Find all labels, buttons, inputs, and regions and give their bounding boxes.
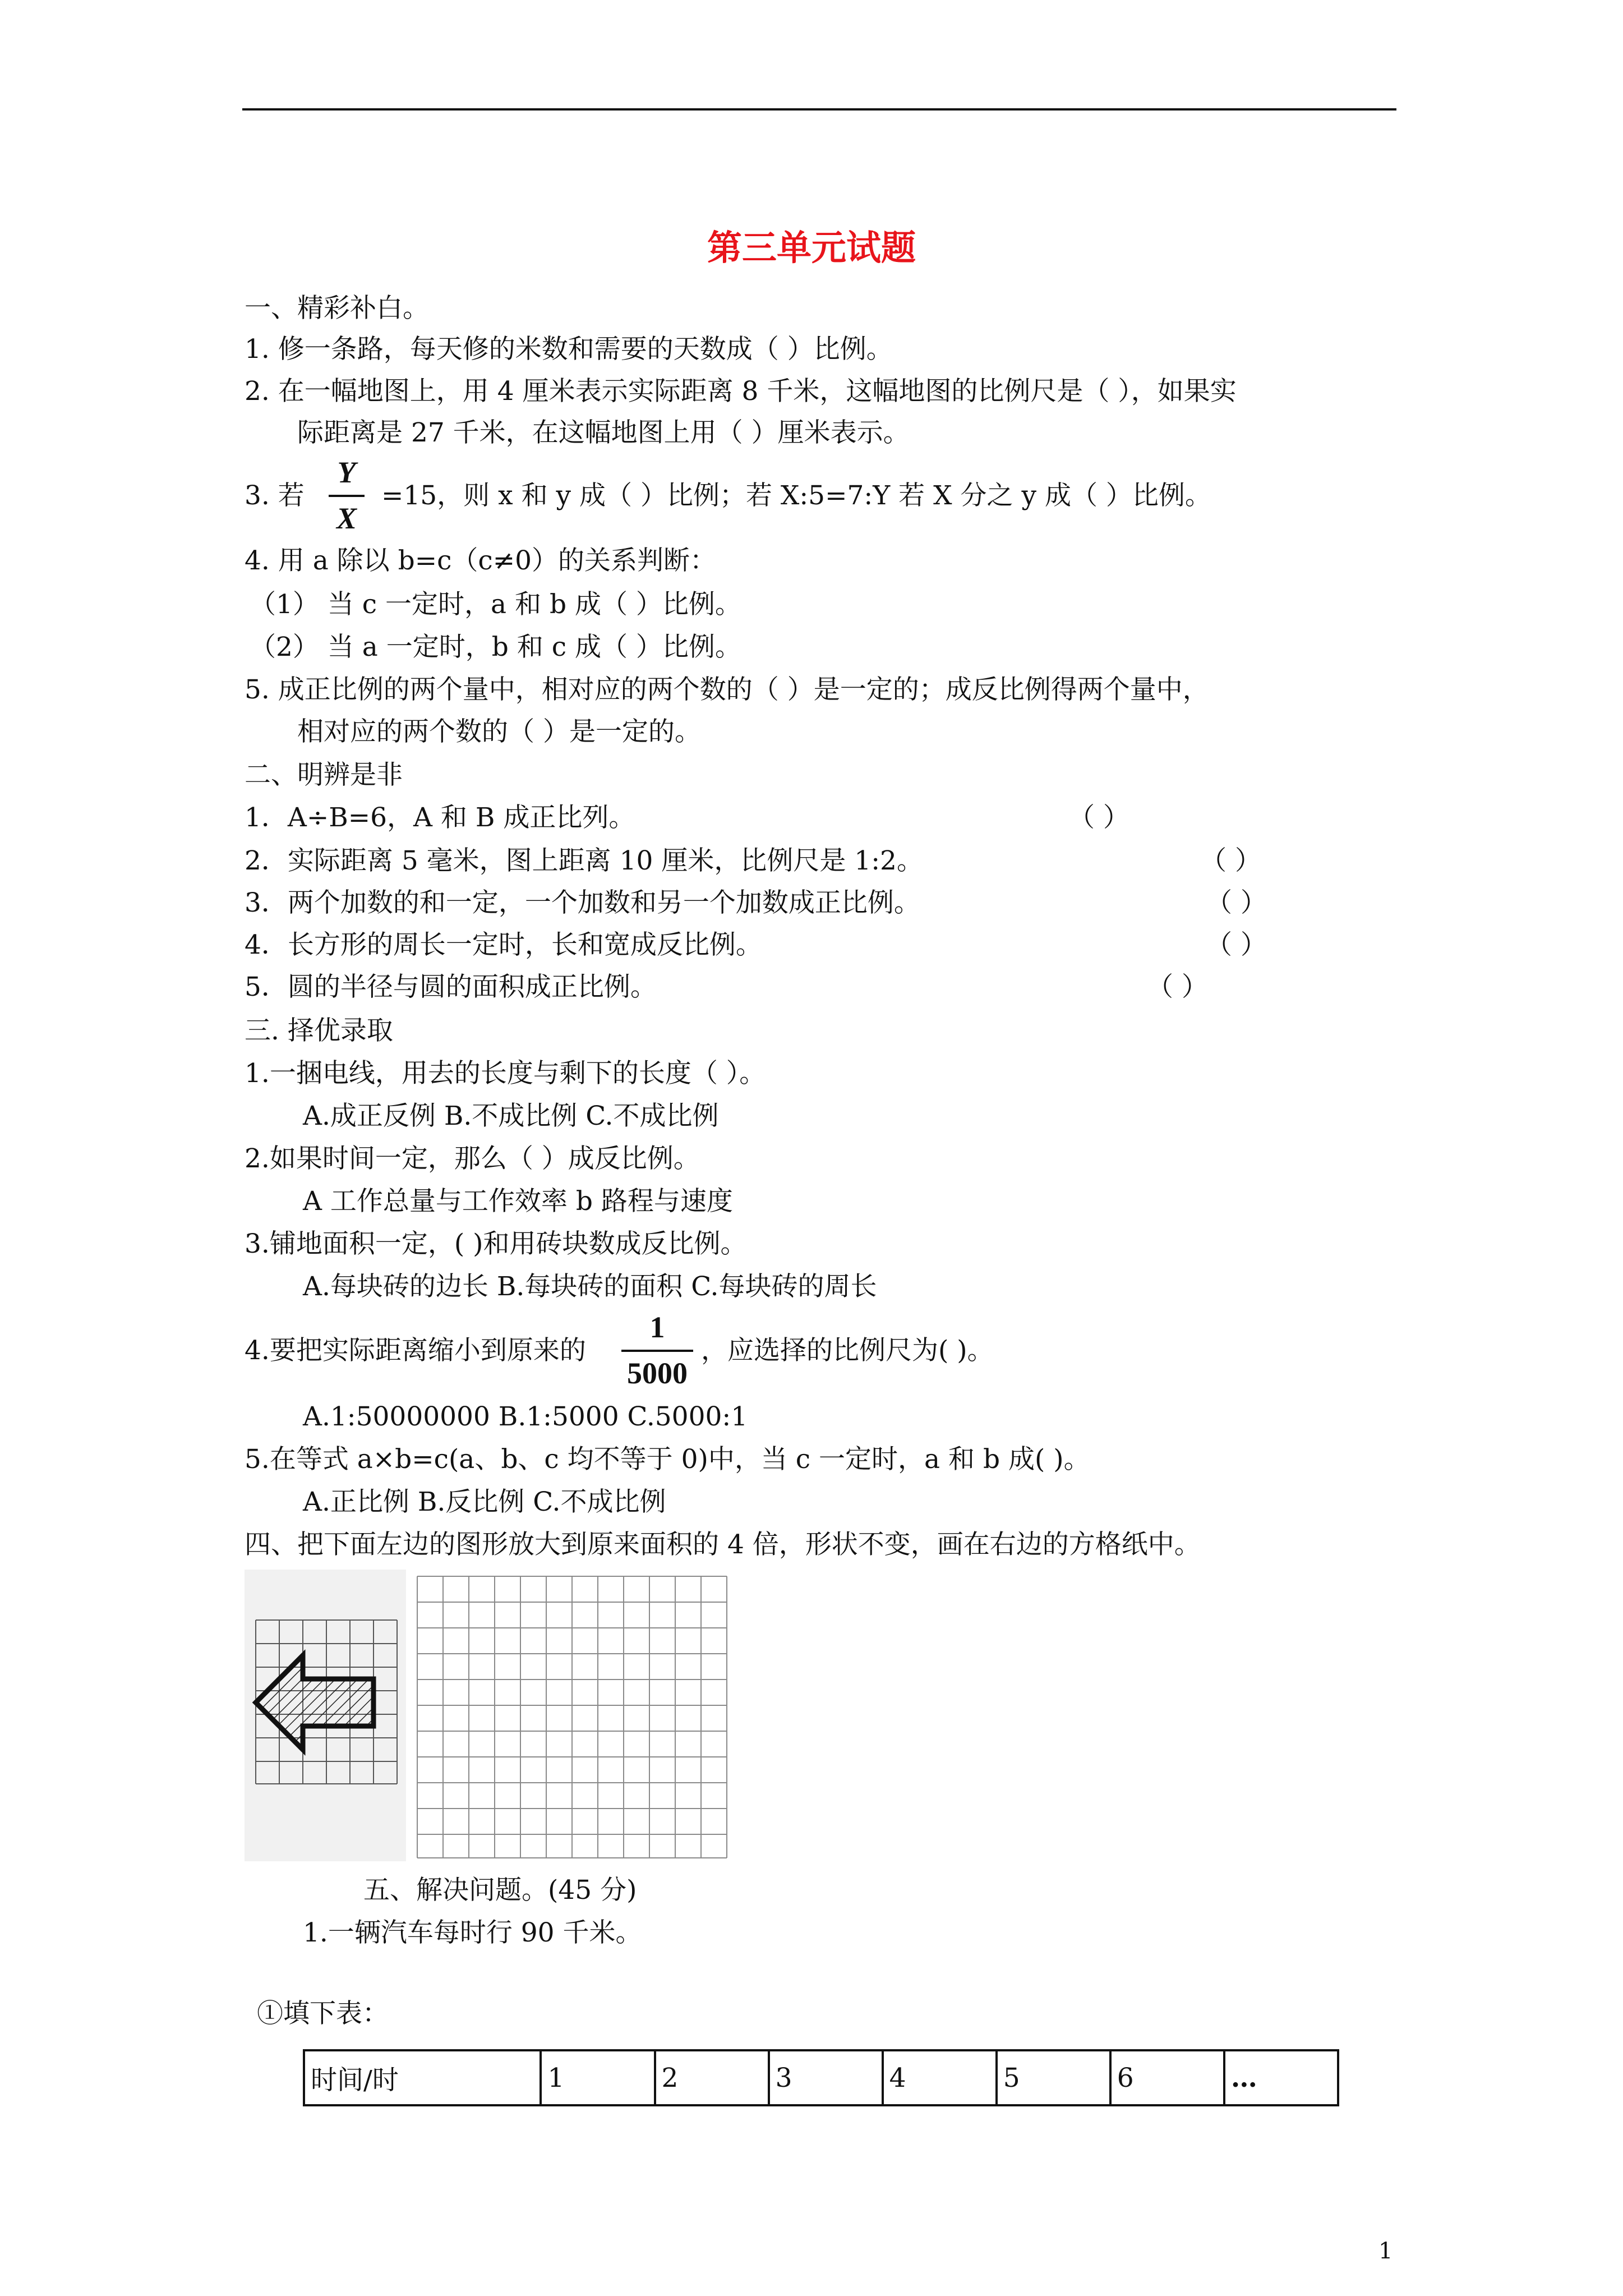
s3-question-4-options: A.1:50000000 B.1:5000 C.5000:1	[303, 1401, 748, 1432]
s1-question-1: 1. 修一条路，每天修的米数和需要的天数成（ ）比例。	[245, 334, 893, 365]
table-cell: 时间/时	[304, 2050, 541, 2105]
table-cell: …	[1224, 2050, 1338, 2105]
s5-fill-label: ①填下表：	[257, 1998, 389, 2029]
s2-item-4: 4．长方形的周长一定时，长和宽成反比例。	[245, 930, 762, 960]
fraction-y-over-x	[325, 455, 368, 540]
s2-item-5: 5．圆的半径与圆的面积成正比例。	[245, 972, 657, 1002]
s2-item-3: 3．两个加数的和一定，一个加数和另一个加数成正比例。	[245, 887, 920, 918]
s3-question-5-options: A.正比例 B.反比例 C.不成比例	[303, 1487, 666, 1517]
s3-question-3-options: A.每块砖的边长 B.每块砖的面积 C.每块砖的周长	[303, 1271, 877, 1302]
s1-question-4-1: （1） 当 c 一定时，a 和 b 成（ ）比例。	[250, 589, 741, 620]
s1-question-3-prefix: 3. 若	[245, 480, 305, 511]
s2-answer-paren-4: （ ）	[1206, 930, 1267, 960]
grid-paper[interactable]	[415, 1574, 729, 1860]
s3-question-3: 3.铺地面积一定，( )和用砖块数成反比例。	[245, 1228, 747, 1259]
s3-question-1: 1.一捆电线，用去的长度与剩下的长度（ ）。	[245, 1058, 766, 1089]
table-cell: 3	[769, 2050, 883, 2105]
section-4-heading: 四、把下面左边的图形放大到原来面积的 4 倍，形状不变，画在右边的方格纸中。	[245, 1529, 1201, 1560]
fraction-bar	[329, 495, 365, 497]
s2-answer-paren-2: （ ）	[1200, 845, 1261, 876]
s3-question-4-rest: ，应选择的比例尺为( )。	[701, 1335, 994, 1366]
fraction-bar	[621, 1350, 693, 1352]
section-2-heading: 二、明辨是非	[245, 760, 403, 790]
fraction-denominator: 5000	[627, 1356, 688, 1390]
s2-answer-paren-5: （ ）	[1147, 972, 1208, 1002]
s1-question-2a: 2. 在一幅地图上，用 4 厘米表示实际距离 8 千米，这幅地图的比例尺是（ ），如果实	[245, 376, 1237, 407]
section-3-heading: 三. 择优录取	[245, 1015, 393, 1046]
s3-question-4-prefix: 4.要把实际距离缩小到原来的	[245, 1335, 586, 1366]
table-cell: 4	[883, 2050, 997, 2105]
arrow-figure	[245, 1570, 406, 1861]
s1-question-4: 4. 用 a 除以 b=c（c≠0）的关系判断：	[245, 545, 717, 576]
s1-question-4-2: （2） 当 a 一定时，b 和 c 成（ ）比例。	[250, 632, 741, 662]
s1-question-5b: 相对应的两个数的（ ）是一定的。	[297, 716, 701, 747]
s5-question-1: 1.一辆汽车每时行 90 千米。	[303, 1917, 642, 1948]
fraction-numerator: Y	[337, 455, 356, 489]
table-cell: 2	[655, 2050, 769, 2105]
s2-answer-paren-1: （ ）	[1068, 802, 1129, 833]
fraction-numerator: 1	[649, 1310, 665, 1344]
s1-question-2b: 际距离是 27 千米，在这幅地图上用（ ）厘米表示。	[297, 417, 910, 448]
section-5-heading: 五、解决问题。(45 分)	[363, 1875, 637, 1906]
s2-item-2: 2．实际距离 5 毫米，图上距离 10 厘米，比例尺是 1:2。	[245, 845, 923, 876]
page-title: 第三单元试题	[707, 227, 916, 268]
s3-question-2: 2.如果时间一定，那么（ ）成反比例。	[245, 1143, 700, 1174]
s1-question-5a: 5. 成正比例的两个量中，相对应的两个数的（ ）是一定的；成反比例得两个量中，	[245, 674, 1209, 705]
header-rule	[242, 108, 1396, 111]
s3-question-2-options: A 工作总量与工作效率 b 路程与速度	[303, 1186, 733, 1217]
s2-item-1: 1．A÷B=6，A 和 B 成正比列。	[245, 802, 635, 833]
s3-question-5: 5.在等式 a×b=c(a、b、c 均不等于 0)中，当 c 一定时，a 和 b 成( )。	[245, 1444, 1090, 1475]
table-cell: 5	[997, 2050, 1110, 2105]
page-number: 1	[1378, 2238, 1393, 2264]
table-cell: 6	[1110, 2050, 1224, 2105]
section-1-heading: 一、精彩补白。	[245, 293, 429, 324]
time-table	[303, 2049, 1339, 2106]
s1-question-3-rest: =15，则 x 和 y 成（ ）比例；若 X:5=7:Y 若 X 分之 y 成（ ）比例。	[381, 480, 1211, 511]
fraction-denominator: X	[336, 501, 357, 535]
fraction-1-over-5000	[618, 1310, 697, 1395]
table-cell: 1	[541, 2050, 654, 2105]
s2-answer-paren-3: （ ）	[1206, 887, 1267, 918]
table-row	[304, 2050, 1338, 2105]
s3-question-1-options: A.成正反例 B.不成比例 C.不成比例	[303, 1101, 719, 1131]
